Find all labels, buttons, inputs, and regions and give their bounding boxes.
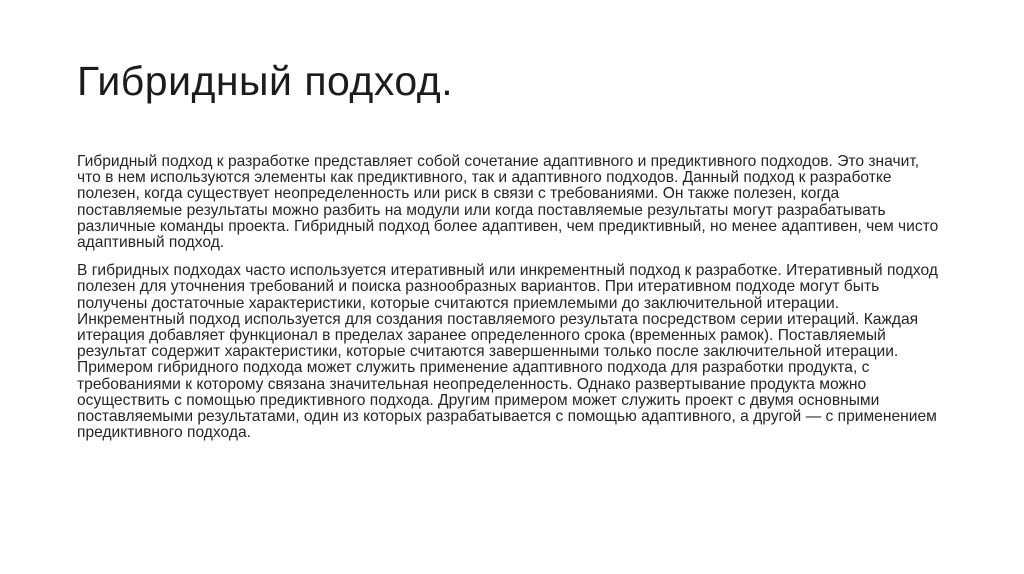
paragraph-hybrid-definition: Гибридный подход к разработке представляет собой сочетание адаптивного и предиктивного подходов. Это значит, что в нем используются элементы как предиктивного, так и адаптивного подходов. Данный подход к разработке полезен, когда существует неопределенность или риск в связи с требованиями. Он также полезен, когда поставляемые результаты можно разбить на модули или когда поставляемые результаты могут разрабатывать различные команды проекта. Гибридный подход более адаптивен, чем предиктивный, но менее адаптивен, чем чисто адаптивный подход. <box>77 153 939 252</box>
paragraph-iterative-incremental: В гибридных подходах часто используется итеративный или инкрементный подход к разработке. Итеративный подход полезен для уточнения требований и поиска разнообразных вариантов. При итеративном подходе могут быть получены достаточные характеристики, которые считаются приемлемыми до заключительной итерации. Инкрементный подход используется для создания поставляемого результата посредством серии итераций. Каждая итерация добавляет функционал в пределах заранее определенного срока (временных рамок). Поставляемый результат содержит характеристики, которые считаются завершенными только после заключительной итерации. Примером гибридного подхода может служить применение адаптивного подхода для разработки продукта, с требованиями к которому связана значительная неопределенность. Однако развертывание продукта можно осуществить с помощью предиктивного подхода. Другим примером может служить проект с двумя основными поставляемыми результатами, один из которых разрабатывается с помощью адаптивного, а другой — с применением предиктивного подхода. <box>77 262 938 442</box>
slide-title: Гибридный подход. <box>77 58 454 104</box>
slide-body <box>77 154 947 453</box>
